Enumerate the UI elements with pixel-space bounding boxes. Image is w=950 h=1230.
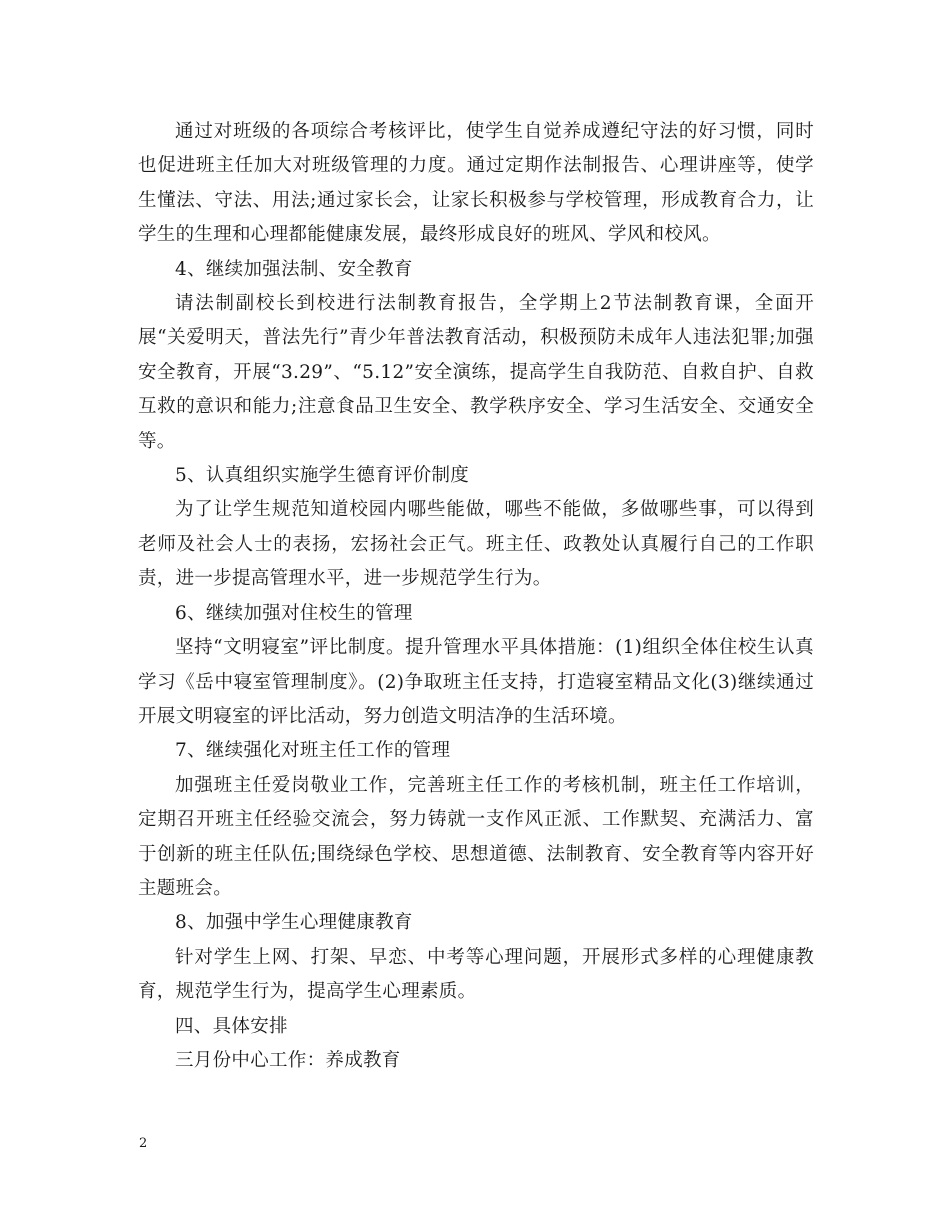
heading-specific-arrangements: 四、具体安排 <box>175 1015 288 1037</box>
heading-legal-safety-education: 4、继续加强法制、安全教育 <box>175 258 413 280</box>
heading-head-teacher-management: 7、继续强化对班主任工作的管理 <box>175 740 451 762</box>
paragraph-mental-health: 针对学生上网、打架、早恋、中考等心理问题，开展形式多样的心理健康教育，规范学生行为，提高学生心理素质。 <box>138 946 814 1003</box>
paragraph-march-focus: 三月份中心工作：养成教育 <box>175 1049 401 1071</box>
paragraph-moral-evaluation: 为了让学生规范知道校园内哪些能做，哪些不能做，多做哪些事，可以得到老师及社会人士的表扬，宏扬社会正气。班主任、政教处认真履行自己的工作职责，进一步提高管理水平，进一步规范学生行为。 <box>138 499 814 590</box>
document-body <box>138 115 814 1078</box>
heading-mental-health: 8、加强中学生心理健康教育 <box>175 912 413 934</box>
paragraph-discipline-assessment: 通过对班级的各项综合考核评比，使学生自觉养成遵纪守法的好习惯，同时也促进班主任加大对班级管理的力度。通过定期作法制报告、心理讲座等，使学生懂法、守法、用法;通过家长会，让家长积极参与学校管理，形成教育合力，让学生的生理和心理都能健康发展，最终形成良好的班风、学风和校风。 <box>138 121 814 246</box>
heading-boarding-management: 6、继续加强对住校生的管理 <box>175 602 413 624</box>
paragraph-boarding-management: 坚持“文明寝室”评比制度。提升管理水平具体措施：(1)组织全体住校生认真学习《岳中寝室管理制度》。(2)争取班主任支持，打造寝室精品文化(3)继续通过开展文明寝室的评比活动，努力创造文明洁净的生活环境。 <box>138 637 814 727</box>
heading-moral-evaluation: 5、认真组织实施学生德育评价制度 <box>175 465 470 487</box>
paragraph-legal-safety-education: 请法制副校长到校进行法制教育报告，全学期上2节法制教育课，全面开展“关爱明天，普法先行”青少年普法教育活动，积极预防未成年人违法犯罪;加强安全教育，开展“3.29”、“5.12”安全演练，提高学生自我防范、自救自护、自救互救的意识和能力;注意食品卫生安全、教学秩序安全、学习生活安全、交通安全等。 <box>138 293 814 452</box>
page-number: 2 <box>139 1136 148 1151</box>
paragraph-head-teacher-management: 加强班主任爱岗敬业工作，完善班主任工作的考核机制，班主任工作培训，定期召开班主任经验交流会，努力铸就一支作风正派、工作默契、充满活力、富于创新的班主任队伍;围绕绿色学校、思想道德、法制教育、安全教育等内容开好主题班会。 <box>138 774 814 899</box>
